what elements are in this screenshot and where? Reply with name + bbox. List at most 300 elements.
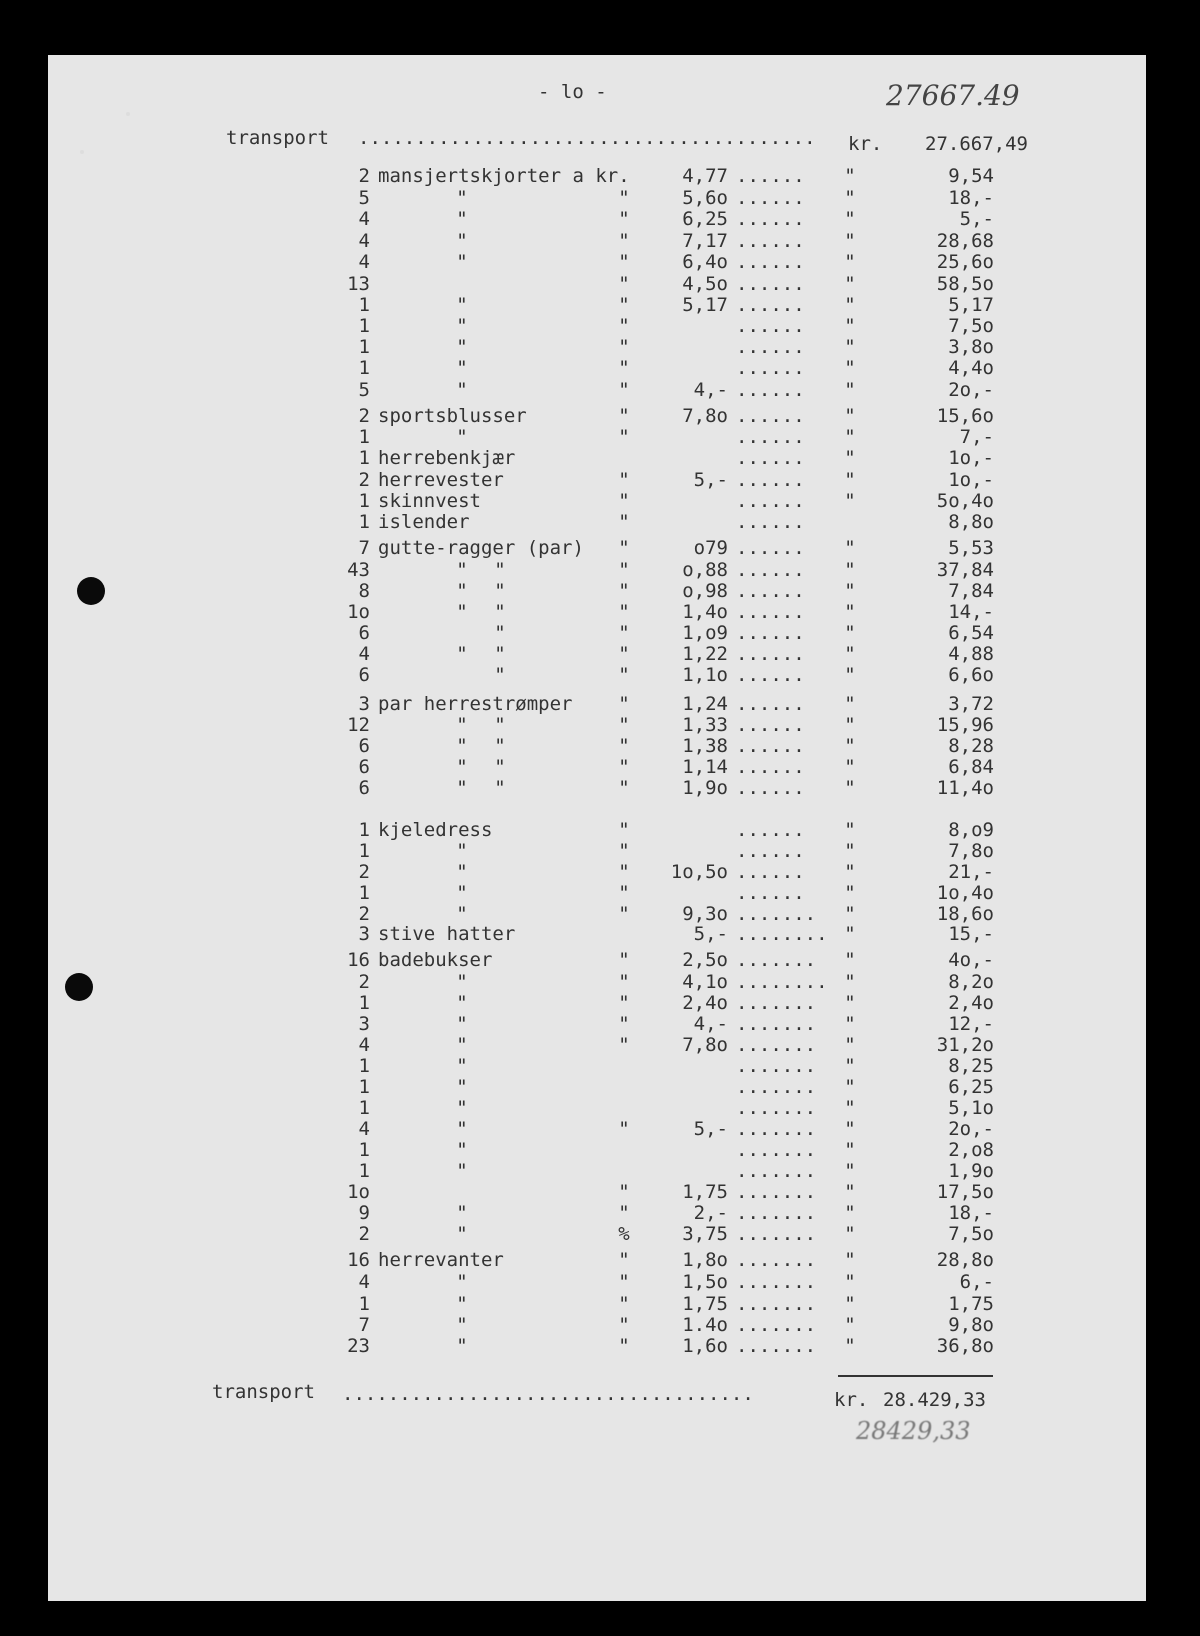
item-amount: 37,84 bbox=[936, 559, 994, 581]
item-description: skinnvest bbox=[378, 490, 481, 512]
leader-dots: ...... bbox=[736, 232, 805, 251]
price-currency: " bbox=[618, 511, 630, 533]
ditto-mark: " bbox=[456, 230, 468, 252]
amount-currency: " bbox=[844, 537, 856, 559]
item-unit-price: 7,8o bbox=[682, 405, 728, 427]
item-amount: 5,- bbox=[959, 208, 994, 230]
item-unit-price: 9,3o bbox=[682, 903, 728, 925]
price-currency: " bbox=[618, 1202, 630, 1224]
amount-currency: " bbox=[844, 1181, 856, 1203]
ditto-mark: " bbox=[456, 714, 468, 736]
amount-currency: " bbox=[844, 273, 856, 295]
item-unit-price: 2,5o bbox=[682, 949, 728, 971]
amount-currency: " bbox=[844, 777, 856, 799]
item-unit-price: 2,- bbox=[693, 1202, 728, 1224]
leader-dots: ...... bbox=[736, 582, 805, 601]
ditto-mark: " bbox=[456, 1034, 468, 1056]
item-quantity: 4 bbox=[358, 1271, 370, 1293]
punch-hole-top bbox=[77, 577, 105, 605]
price-currency: " bbox=[618, 714, 630, 736]
leader-dots: ...... bbox=[736, 842, 805, 861]
price-currency: " bbox=[618, 1271, 630, 1293]
amount-currency: " bbox=[844, 165, 856, 187]
price-currency: " bbox=[618, 949, 630, 971]
leader-dots: ....... bbox=[736, 1204, 817, 1223]
item-amount: 7,8o bbox=[948, 840, 994, 862]
price-currency: % bbox=[618, 1223, 630, 1245]
leader-dots: ...... bbox=[736, 695, 805, 714]
item-amount: 8,o9 bbox=[948, 819, 994, 841]
leader-dots: ....... bbox=[736, 1036, 817, 1055]
amount-currency: " bbox=[844, 882, 856, 904]
item-amount: 8,25 bbox=[948, 1055, 994, 1077]
item-quantity: 1 bbox=[358, 294, 370, 316]
ditto-mark: " bbox=[494, 777, 506, 799]
item-amount: 28,8o bbox=[936, 1249, 994, 1271]
amount-currency: " bbox=[844, 1139, 856, 1161]
ditto-mark: " bbox=[456, 1160, 468, 1182]
amount-currency: " bbox=[844, 819, 856, 841]
item-amount: 17,5o bbox=[936, 1181, 994, 1203]
amount-currency: " bbox=[844, 923, 856, 945]
item-amount: 1,9o bbox=[948, 1160, 994, 1182]
price-currency: " bbox=[618, 903, 630, 925]
item-unit-price: 4,- bbox=[693, 379, 728, 401]
price-currency: " bbox=[618, 273, 630, 295]
ditto-mark: " bbox=[456, 1202, 468, 1224]
leader-dots: ...... bbox=[736, 884, 805, 903]
leader-dots: ....... bbox=[736, 951, 817, 970]
leader-dots: ...... bbox=[736, 645, 805, 664]
price-currency: " bbox=[618, 601, 630, 623]
item-amount: 3,8o bbox=[948, 336, 994, 358]
item-quantity: 4 bbox=[358, 1118, 370, 1140]
ditto-mark: " bbox=[456, 426, 468, 448]
amount-currency: " bbox=[844, 971, 856, 993]
ditto-mark: " bbox=[456, 643, 468, 665]
amount-currency: " bbox=[844, 294, 856, 316]
price-currency: " bbox=[618, 315, 630, 337]
amount-currency: " bbox=[844, 664, 856, 686]
leader-dots: ...... bbox=[736, 407, 805, 426]
item-quantity: 1o bbox=[347, 601, 370, 623]
leader-dots: ....... bbox=[736, 1273, 817, 1292]
amount-currency: " bbox=[844, 208, 856, 230]
item-unit-price: 5,6o bbox=[682, 187, 728, 209]
item-unit-price: 1,5o bbox=[682, 1271, 728, 1293]
item-amount: 1o,4o bbox=[936, 882, 994, 904]
price-currency: " bbox=[618, 819, 630, 841]
item-quantity: 16 bbox=[347, 1249, 370, 1271]
item-amount: 25,6o bbox=[936, 251, 994, 273]
amount-currency: " bbox=[844, 315, 856, 337]
amount-currency: " bbox=[844, 1013, 856, 1035]
item-quantity: 4 bbox=[358, 208, 370, 230]
leader-dots: ...... bbox=[736, 666, 805, 685]
amount-currency: " bbox=[844, 187, 856, 209]
item-description: herrebenkjær bbox=[378, 447, 516, 469]
leader-dots: ........ bbox=[736, 925, 828, 944]
ditto-mark: " bbox=[456, 1013, 468, 1035]
handwritten-total: 27667.49 bbox=[886, 79, 1020, 112]
amount-currency: " bbox=[844, 357, 856, 379]
item-amount: 15,96 bbox=[936, 714, 994, 736]
leader-dots: ...... bbox=[736, 167, 805, 186]
ditto-mark: " bbox=[494, 580, 506, 602]
amount-currency: " bbox=[844, 643, 856, 665]
leader-dots: ........ bbox=[736, 973, 828, 992]
amount-currency: " bbox=[844, 251, 856, 273]
ditto-mark: " bbox=[456, 208, 468, 230]
ditto-mark: " bbox=[456, 1335, 468, 1357]
item-amount: 1o,- bbox=[948, 469, 994, 491]
amount-currency: " bbox=[844, 693, 856, 715]
item-amount: 7,- bbox=[959, 426, 994, 448]
amount-currency: " bbox=[844, 490, 856, 512]
item-quantity: 16 bbox=[347, 949, 370, 971]
item-unit-price: o,88 bbox=[682, 559, 728, 581]
leader-dots: ....... bbox=[736, 1141, 817, 1160]
item-quantity: 2 bbox=[358, 903, 370, 925]
amount-currency: " bbox=[844, 903, 856, 925]
leader-dots: ...... bbox=[736, 821, 805, 840]
leader-dots: ....... bbox=[736, 1183, 817, 1202]
amount-currency: " bbox=[844, 1335, 856, 1357]
price-currency: " bbox=[618, 230, 630, 252]
item-quantity: 1 bbox=[358, 1055, 370, 1077]
item-quantity: 9 bbox=[358, 1202, 370, 1224]
ditto-mark: " bbox=[456, 1139, 468, 1161]
leader-dots: ...... bbox=[736, 737, 805, 756]
item-quantity: 1 bbox=[358, 1293, 370, 1315]
item-unit-price: 4,5o bbox=[682, 273, 728, 295]
item-quantity: 2 bbox=[358, 469, 370, 491]
transport-currency-bottom: kr. bbox=[834, 1389, 869, 1411]
item-quantity: 1 bbox=[358, 1076, 370, 1098]
item-quantity: 6 bbox=[358, 756, 370, 778]
item-unit-price: 1,4o bbox=[682, 601, 728, 623]
leader-dots: ...... bbox=[736, 338, 805, 357]
scan-speck bbox=[80, 150, 84, 154]
ditto-mark: " bbox=[456, 777, 468, 799]
item-unit-price: 1,6o bbox=[682, 1335, 728, 1357]
ditto-mark: " bbox=[456, 1314, 468, 1336]
item-amount: 28,68 bbox=[936, 230, 994, 252]
item-amount: 58,5o bbox=[936, 273, 994, 295]
price-currency: " bbox=[618, 251, 630, 273]
price-currency: " bbox=[618, 643, 630, 665]
ditto-mark: " bbox=[494, 664, 506, 686]
item-amount: 6,54 bbox=[948, 622, 994, 644]
item-amount: 12,- bbox=[948, 1013, 994, 1035]
leader-dots: ...... bbox=[736, 779, 805, 798]
amount-currency: " bbox=[844, 622, 856, 644]
ditto-mark: " bbox=[456, 336, 468, 358]
price-currency: " bbox=[618, 777, 630, 799]
price-currency: " bbox=[618, 840, 630, 862]
amount-currency: " bbox=[844, 840, 856, 862]
amount-currency: " bbox=[844, 1160, 856, 1182]
leader-dots: ....... bbox=[736, 994, 817, 1013]
leader-dots: ....... bbox=[736, 1337, 817, 1356]
leader-dots: ...... bbox=[736, 317, 805, 336]
ditto-mark: " bbox=[456, 559, 468, 581]
item-unit-price: 1,24 bbox=[682, 693, 728, 715]
item-quantity: 7 bbox=[358, 537, 370, 559]
price-currency: " bbox=[618, 208, 630, 230]
price-currency: " bbox=[618, 1181, 630, 1203]
item-unit-price: 4,1o bbox=[682, 971, 728, 993]
item-quantity: 7 bbox=[358, 1314, 370, 1336]
leader-dots: ...... bbox=[736, 296, 805, 315]
item-quantity: 3 bbox=[358, 1013, 370, 1035]
item-unit-price: 1,75 bbox=[682, 1181, 728, 1203]
amount-currency: " bbox=[844, 580, 856, 602]
leader-dots: ...... bbox=[736, 624, 805, 643]
ditto-mark: " bbox=[456, 756, 468, 778]
amount-currency: " bbox=[844, 1293, 856, 1315]
item-amount: 6,25 bbox=[948, 1076, 994, 1098]
item-description: herrevanter bbox=[378, 1249, 504, 1271]
ditto-mark: " bbox=[456, 861, 468, 883]
price-currency: " bbox=[618, 294, 630, 316]
item-quantity: 6 bbox=[358, 777, 370, 799]
ditto-mark: " bbox=[456, 1293, 468, 1315]
ditto-mark: " bbox=[456, 580, 468, 602]
price-currency: " bbox=[618, 1335, 630, 1357]
item-unit-price: 4,77 bbox=[682, 165, 728, 187]
item-unit-price: 6,4o bbox=[682, 251, 728, 273]
item-quantity: 6 bbox=[358, 664, 370, 686]
item-unit-price: 6,25 bbox=[682, 208, 728, 230]
item-description: herrevester bbox=[378, 469, 504, 491]
item-quantity: 1 bbox=[358, 1139, 370, 1161]
item-description: kjeledress bbox=[378, 819, 493, 841]
leader-dots: ...... bbox=[736, 428, 805, 447]
item-quantity: 8 bbox=[358, 580, 370, 602]
price-currency: " bbox=[618, 559, 630, 581]
item-amount: 1o,- bbox=[948, 447, 994, 469]
amount-currency: " bbox=[844, 714, 856, 736]
item-quantity: 1 bbox=[358, 1097, 370, 1119]
item-quantity: 13 bbox=[347, 273, 370, 295]
item-amount: 5,17 bbox=[948, 294, 994, 316]
item-quantity: 12 bbox=[347, 714, 370, 736]
leader-dots: ...... bbox=[736, 359, 805, 378]
price-currency: " bbox=[618, 580, 630, 602]
item-unit-price: 5,17 bbox=[682, 294, 728, 316]
item-quantity: 4 bbox=[358, 251, 370, 273]
ditto-mark: " bbox=[456, 992, 468, 1014]
item-unit-price: o79 bbox=[693, 537, 728, 559]
ditto-mark: " bbox=[494, 756, 506, 778]
leader-dots: ...... bbox=[736, 189, 805, 208]
item-description: badebukser bbox=[378, 949, 493, 971]
item-quantity: 6 bbox=[358, 622, 370, 644]
amount-currency: " bbox=[844, 1034, 856, 1056]
item-amount: 9,54 bbox=[948, 165, 994, 187]
leader-dots: ...... bbox=[736, 561, 805, 580]
price-currency: " bbox=[618, 693, 630, 715]
item-amount: 18,- bbox=[948, 1202, 994, 1224]
price-currency: " bbox=[618, 1118, 630, 1140]
leader-dots: ...... bbox=[736, 513, 805, 532]
leader-dots: ....... bbox=[736, 905, 817, 924]
item-unit-price: 1,75 bbox=[682, 1293, 728, 1315]
leader-dots: ...... bbox=[736, 758, 805, 777]
item-amount: 8,2o bbox=[948, 971, 994, 993]
ditto-mark: " bbox=[456, 315, 468, 337]
ditto-mark: " bbox=[456, 1118, 468, 1140]
leader-dots: ...... bbox=[736, 449, 805, 468]
ditto-mark: " bbox=[456, 1076, 468, 1098]
ditto-mark: " bbox=[456, 971, 468, 993]
handwritten-total-bottom: 28429,33 bbox=[856, 1417, 971, 1445]
item-amount: 4o,- bbox=[948, 949, 994, 971]
amount-currency: " bbox=[844, 1118, 856, 1140]
leader-dots: ...... bbox=[736, 539, 805, 558]
item-quantity: 1 bbox=[358, 315, 370, 337]
amount-currency: " bbox=[844, 447, 856, 469]
ditto-mark: " bbox=[456, 251, 468, 273]
transport-leader-top: ........................................ bbox=[358, 129, 816, 148]
price-currency: " bbox=[618, 336, 630, 358]
item-unit-price: 5,- bbox=[693, 469, 728, 491]
item-quantity: 1 bbox=[358, 819, 370, 841]
price-currency: " bbox=[618, 664, 630, 686]
item-amount: 5,53 bbox=[948, 537, 994, 559]
amount-currency: " bbox=[844, 230, 856, 252]
leader-dots: ...... bbox=[736, 863, 805, 882]
leader-dots: ...... bbox=[736, 716, 805, 735]
amount-currency: " bbox=[844, 405, 856, 427]
item-amount: 11,4o bbox=[936, 777, 994, 799]
item-unit-price: 1,38 bbox=[682, 735, 728, 757]
ditto-mark: " bbox=[494, 643, 506, 665]
item-quantity: 1 bbox=[358, 426, 370, 448]
leader-dots: ....... bbox=[736, 1015, 817, 1034]
ditto-mark: " bbox=[494, 622, 506, 644]
leader-dots: ...... bbox=[736, 471, 805, 490]
leader-dots: ...... bbox=[736, 603, 805, 622]
item-quantity: 2 bbox=[358, 1223, 370, 1245]
ditto-mark: " bbox=[456, 357, 468, 379]
item-unit-price: 3,75 bbox=[682, 1223, 728, 1245]
item-quantity: 2 bbox=[358, 971, 370, 993]
price-currency: " bbox=[618, 882, 630, 904]
item-quantity: 1 bbox=[358, 447, 370, 469]
item-amount: 6,84 bbox=[948, 756, 994, 778]
item-quantity: 5 bbox=[358, 187, 370, 209]
item-description: mansjertskjorter a kr. bbox=[378, 165, 630, 187]
ditto-mark: " bbox=[456, 294, 468, 316]
item-quantity: 1 bbox=[358, 882, 370, 904]
ditto-mark: " bbox=[456, 1055, 468, 1077]
price-currency: " bbox=[618, 861, 630, 883]
item-amount: 18,6o bbox=[936, 903, 994, 925]
price-currency: " bbox=[618, 735, 630, 757]
item-amount: 15,- bbox=[948, 923, 994, 945]
amount-currency: " bbox=[844, 379, 856, 401]
item-quantity: 2 bbox=[358, 405, 370, 427]
leader-dots: ....... bbox=[736, 1120, 817, 1139]
amount-currency: " bbox=[844, 756, 856, 778]
leader-dots: ....... bbox=[736, 1251, 817, 1270]
item-amount: 4,4o bbox=[948, 357, 994, 379]
amount-currency: " bbox=[844, 1271, 856, 1293]
item-amount: 7,5o bbox=[948, 315, 994, 337]
item-unit-price: 7,8o bbox=[682, 1034, 728, 1056]
item-quantity: 1 bbox=[358, 992, 370, 1014]
item-unit-price: 1,o9 bbox=[682, 622, 728, 644]
item-quantity: 1o bbox=[347, 1181, 370, 1203]
item-quantity: 3 bbox=[358, 923, 370, 945]
item-quantity: 43 bbox=[347, 559, 370, 581]
price-currency: " bbox=[618, 756, 630, 778]
amount-currency: " bbox=[844, 1314, 856, 1336]
ditto-mark: " bbox=[494, 735, 506, 757]
price-currency: " bbox=[618, 1249, 630, 1271]
price-currency: " bbox=[618, 469, 630, 491]
leader-dots: ...... bbox=[736, 253, 805, 272]
ditto-mark: " bbox=[456, 187, 468, 209]
item-amount: 21,- bbox=[948, 861, 994, 883]
item-unit-price: 1,8o bbox=[682, 1249, 728, 1271]
transport-currency-top: kr. bbox=[848, 133, 883, 155]
item-unit-price: 7,17 bbox=[682, 230, 728, 252]
item-amount: 3,72 bbox=[948, 693, 994, 715]
leader-dots: ....... bbox=[736, 1078, 817, 1097]
item-quantity: 4 bbox=[358, 643, 370, 665]
ditto-mark: " bbox=[456, 1097, 468, 1119]
item-amount: 9,8o bbox=[948, 1314, 994, 1336]
price-currency: " bbox=[618, 1034, 630, 1056]
item-amount: 4,88 bbox=[948, 643, 994, 665]
transport-label-bottom: transport bbox=[212, 1381, 315, 1403]
item-quantity: 6 bbox=[358, 735, 370, 757]
price-currency: " bbox=[618, 490, 630, 512]
item-amount: 5,1o bbox=[948, 1097, 994, 1119]
transport-amount-bottom: 28.429,33 bbox=[883, 1389, 986, 1411]
amount-currency: " bbox=[844, 426, 856, 448]
item-unit-price: 1,1o bbox=[682, 664, 728, 686]
item-amount: 6,- bbox=[959, 1271, 994, 1293]
amount-currency: " bbox=[844, 1202, 856, 1224]
item-amount: 2o,- bbox=[948, 379, 994, 401]
ditto-mark: " bbox=[456, 1223, 468, 1245]
page-number: - lo - bbox=[538, 81, 607, 103]
item-amount: 36,8o bbox=[936, 1335, 994, 1357]
price-currency: " bbox=[618, 1013, 630, 1035]
price-currency: " bbox=[618, 405, 630, 427]
amount-currency: " bbox=[844, 735, 856, 757]
amount-currency: " bbox=[844, 861, 856, 883]
item-description: par herrestrømper bbox=[378, 693, 573, 715]
item-amount: 1,75 bbox=[948, 1293, 994, 1315]
item-amount: 8,28 bbox=[948, 735, 994, 757]
transport-leader-bottom: .................................... bbox=[342, 1385, 754, 1404]
item-unit-price: 1,14 bbox=[682, 756, 728, 778]
item-unit-price: o,98 bbox=[682, 580, 728, 602]
ditto-mark: " bbox=[456, 903, 468, 925]
item-unit-price: 4,- bbox=[693, 1013, 728, 1035]
leader-dots: ....... bbox=[736, 1099, 817, 1118]
item-quantity: 4 bbox=[358, 230, 370, 252]
price-currency: " bbox=[618, 622, 630, 644]
leader-dots: ....... bbox=[736, 1295, 817, 1314]
amount-currency: " bbox=[844, 949, 856, 971]
item-amount: 31,2o bbox=[936, 1034, 994, 1056]
